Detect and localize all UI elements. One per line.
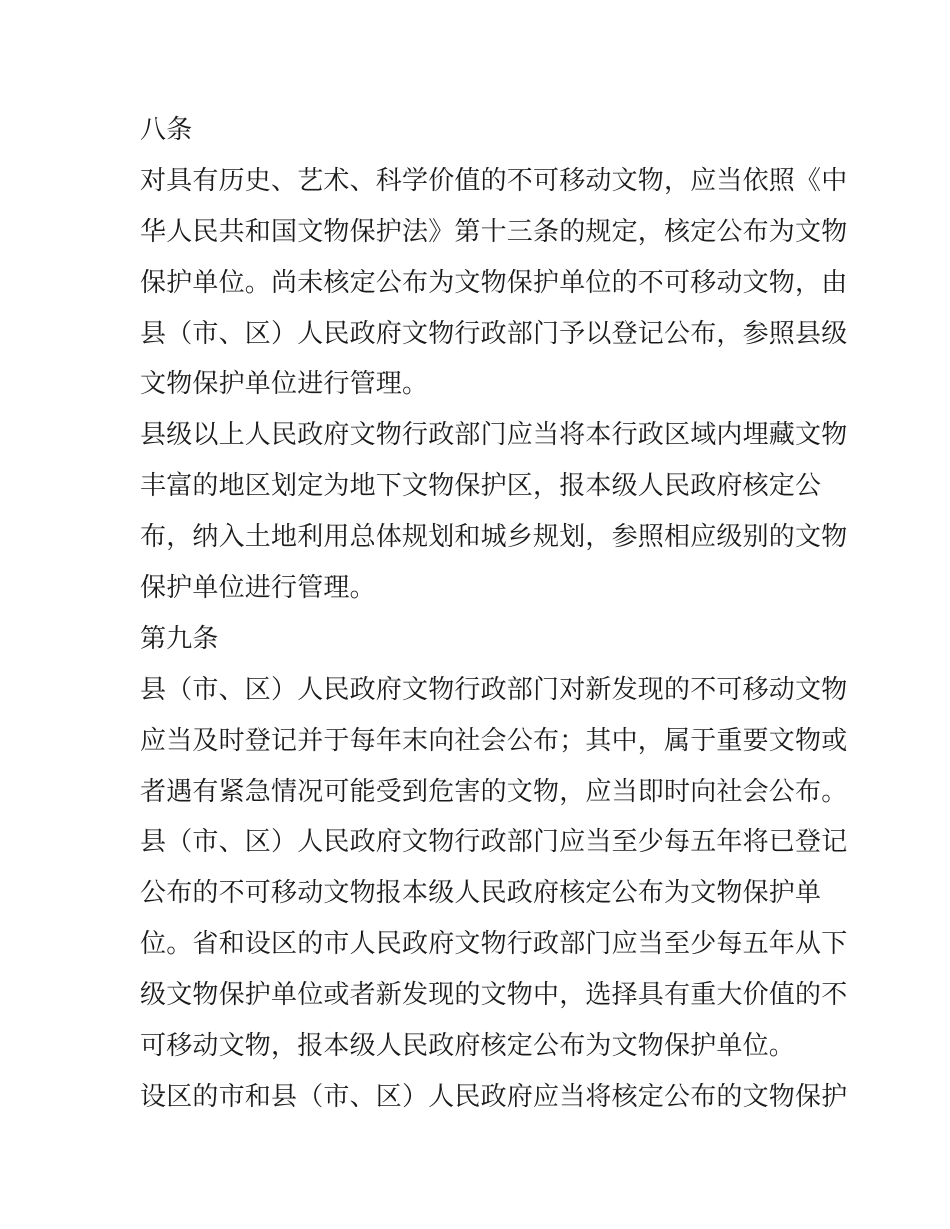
article-heading: 第九条: [140, 623, 219, 654]
document-body: [140, 105, 848, 1123]
text-line: 可移动文物，报本级人民政府核定公布为文物保护单位。: [140, 1031, 796, 1062]
text-line: 布，纳入土地利用总体规划和城乡规划，参照相应级别的文物: [140, 522, 848, 553]
text-line: 县（市、区）人民政府文物行政部门应当至少每五年将已登记: [140, 827, 848, 858]
text-line: 应当及时登记并于每年末向社会公布；其中，属于重要文物或: [140, 725, 848, 756]
text-line: 华人民共和国文物保护法》第十三条的规定，核定公布为文物: [140, 216, 848, 247]
text-line: 公布的不可移动文物报本级人民政府核定公布为文物保护单: [140, 878, 822, 909]
text-line: 县级以上人民政府文物行政部门应当将本行政区域内埋藏文物: [140, 420, 848, 451]
text-line: 对具有历史、艺术、科学价值的不可移动文物，应当依照《中: [140, 165, 848, 196]
text-line: 县（市、区）人民政府文物行政部门对新发现的不可移动文物: [140, 674, 848, 705]
text-line: 保护单位。尚未核定公布为文物保护单位的不可移动文物，由: [140, 267, 848, 298]
text-line: 丰富的地区划定为地下文物保护区，报本级人民政府核定公: [140, 471, 822, 502]
text-line-article-heading-fragment: 八条: [140, 115, 193, 145]
text-line: 保护单位进行管理。: [140, 573, 376, 604]
text-line: 者遇有紧急情况可能受到危害的文物，应当即时向社会公布。: [140, 776, 848, 807]
text-line: 县（市、区）人民政府文物行政部门予以登记公布，参照县级: [140, 318, 848, 349]
text-line: 位。省和设区的市人民政府文物行政部门应当至少每五年从下: [140, 929, 848, 960]
text-line: 文物保护单位进行管理。: [140, 369, 429, 400]
text-line: 级文物保护单位或者新发现的文物中，选择具有重大价值的不: [140, 980, 848, 1011]
text-line: 设区的市和县（市、区）人民政府应当将核定公布的文物保护: [140, 1081, 848, 1112]
